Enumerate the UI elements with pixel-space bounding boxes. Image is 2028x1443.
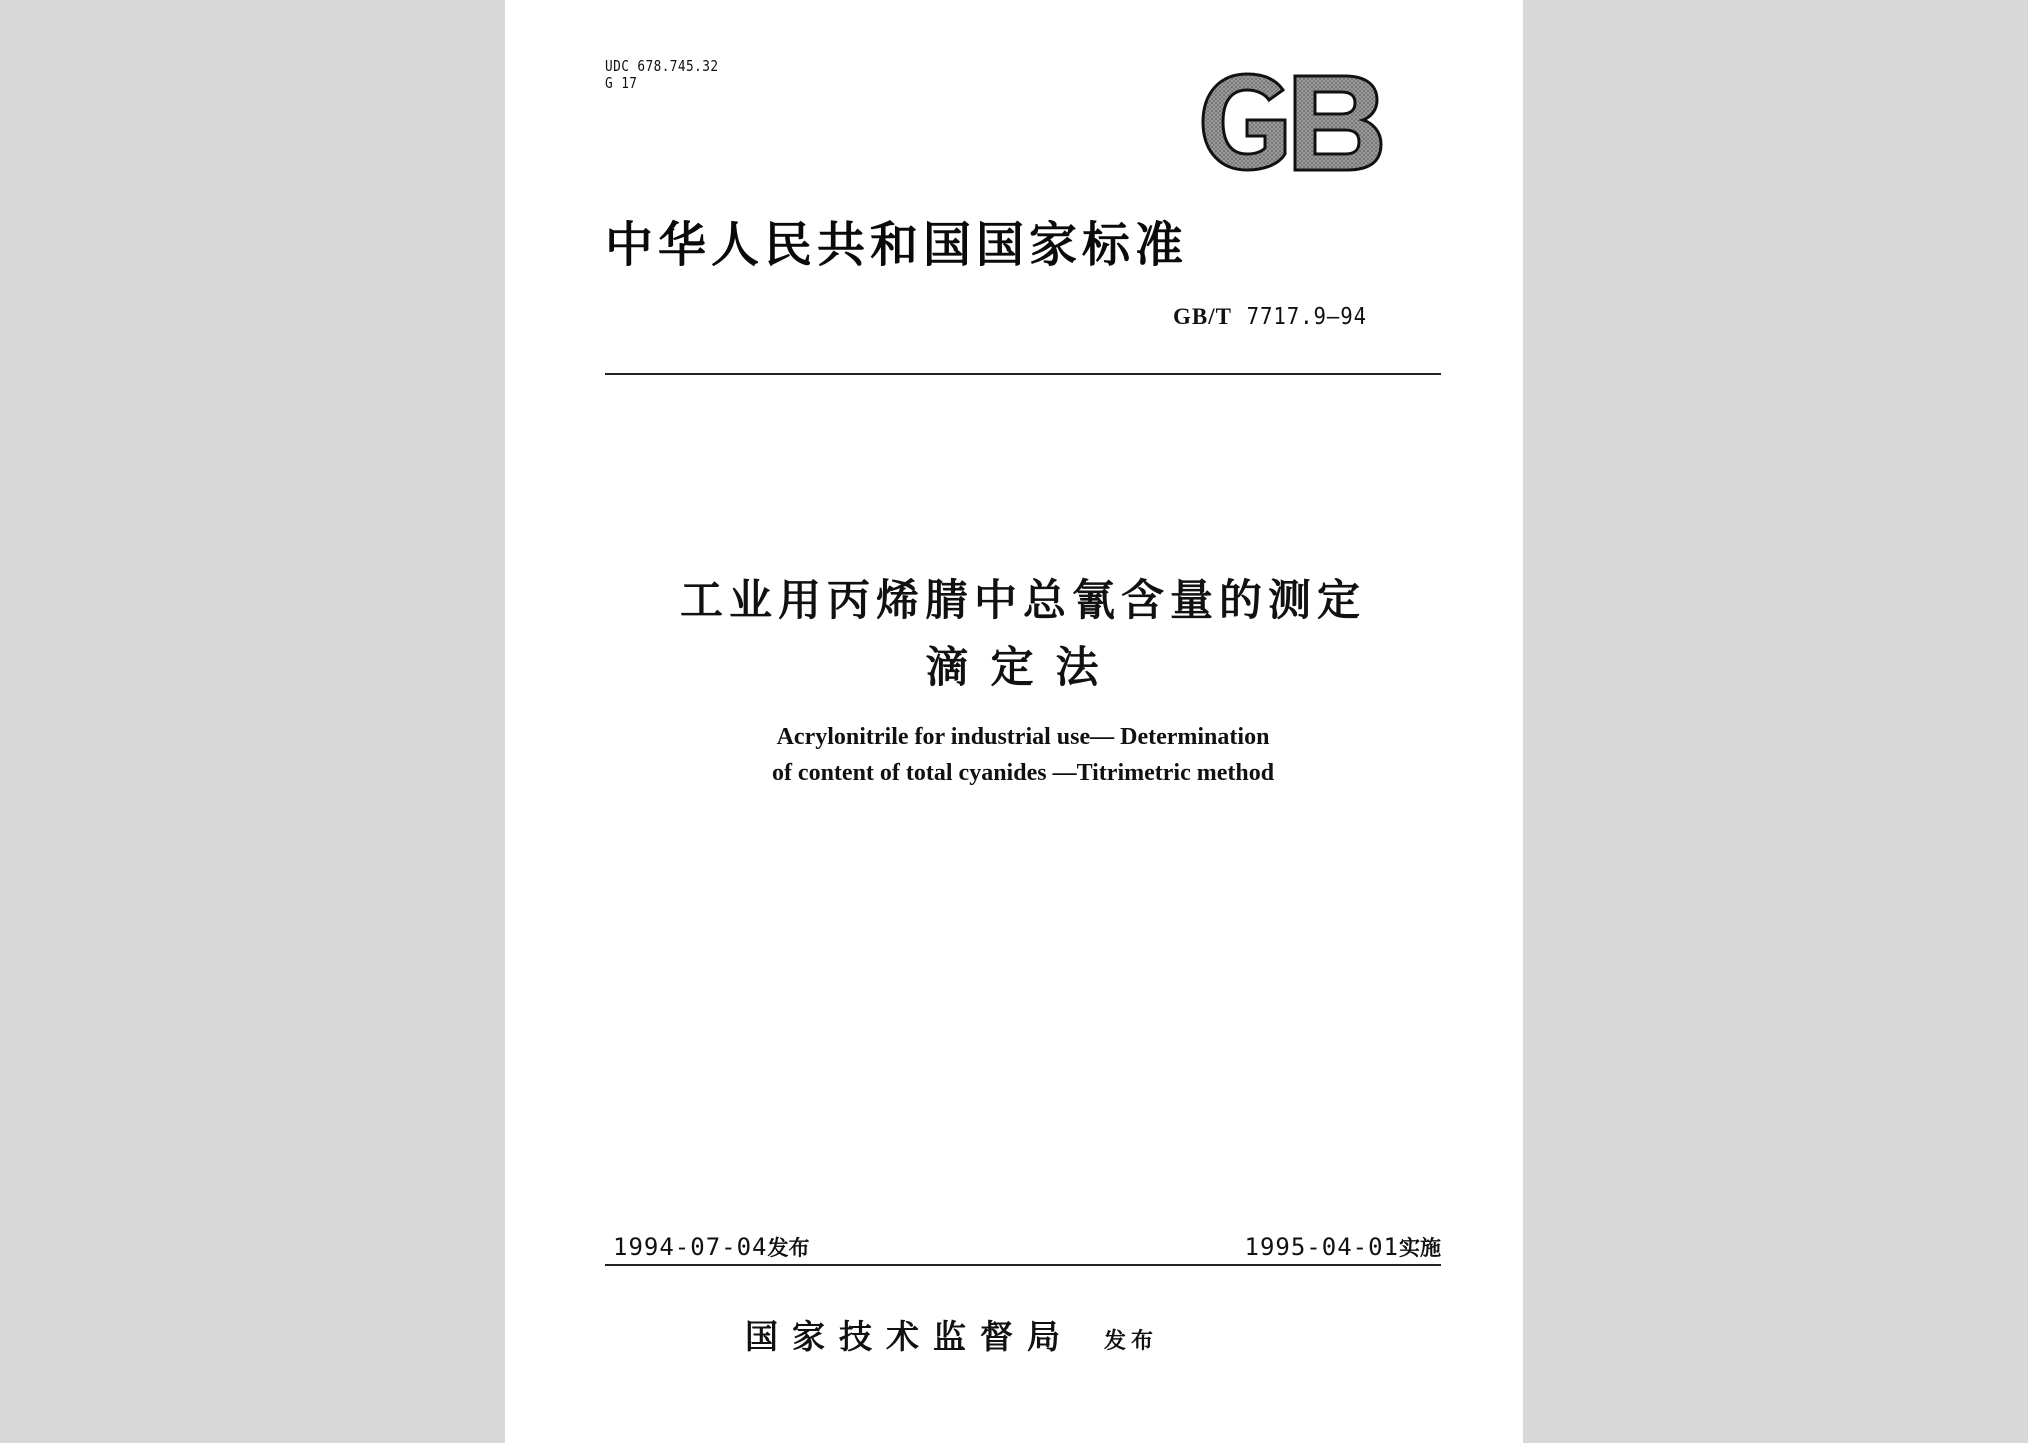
implementation-date-block xyxy=(1245,1232,1442,1262)
date-row xyxy=(613,1232,1441,1262)
gb-logo-icon xyxy=(1195,70,1385,175)
chinese-title-line-1: 工业用丙烯腈中总氰含量的测定 xyxy=(680,576,1366,626)
standard-code-number: 7717.9—94 xyxy=(1246,304,1368,330)
implementation-label: 实施 xyxy=(1399,1236,1441,1260)
issue-label: 发布 xyxy=(767,1236,810,1260)
english-title-line-1: Acrylonitrile for industrial use— Determination xyxy=(776,724,1270,750)
publisher-action: 发布 xyxy=(1104,1329,1159,1354)
english-title-line-2: of content of total cyanides —Titrimetric method xyxy=(771,760,1275,786)
standard-code-prefix: GB/T xyxy=(1173,304,1232,329)
chinese-title-line-2: 滴定法 xyxy=(925,643,1121,693)
top-divider xyxy=(605,373,1441,375)
standard-category-title: 中华人民共和国国家标准 xyxy=(605,217,1189,273)
implementation-date: 1995-04-01 xyxy=(1244,1233,1399,1261)
issue-date-block xyxy=(613,1232,810,1262)
udc-code: UDC 678.745.32 xyxy=(605,57,719,75)
classification-codes xyxy=(605,58,718,92)
class-code: G 17 xyxy=(605,74,638,92)
standard-code xyxy=(1173,304,1374,330)
issue-date: 1994-07-04 xyxy=(613,1233,768,1261)
bottom-divider xyxy=(605,1264,1441,1266)
document-page xyxy=(505,0,1523,1443)
publisher xyxy=(745,1311,1158,1358)
publisher-name: 国家技术监督局 xyxy=(745,1317,1074,1356)
